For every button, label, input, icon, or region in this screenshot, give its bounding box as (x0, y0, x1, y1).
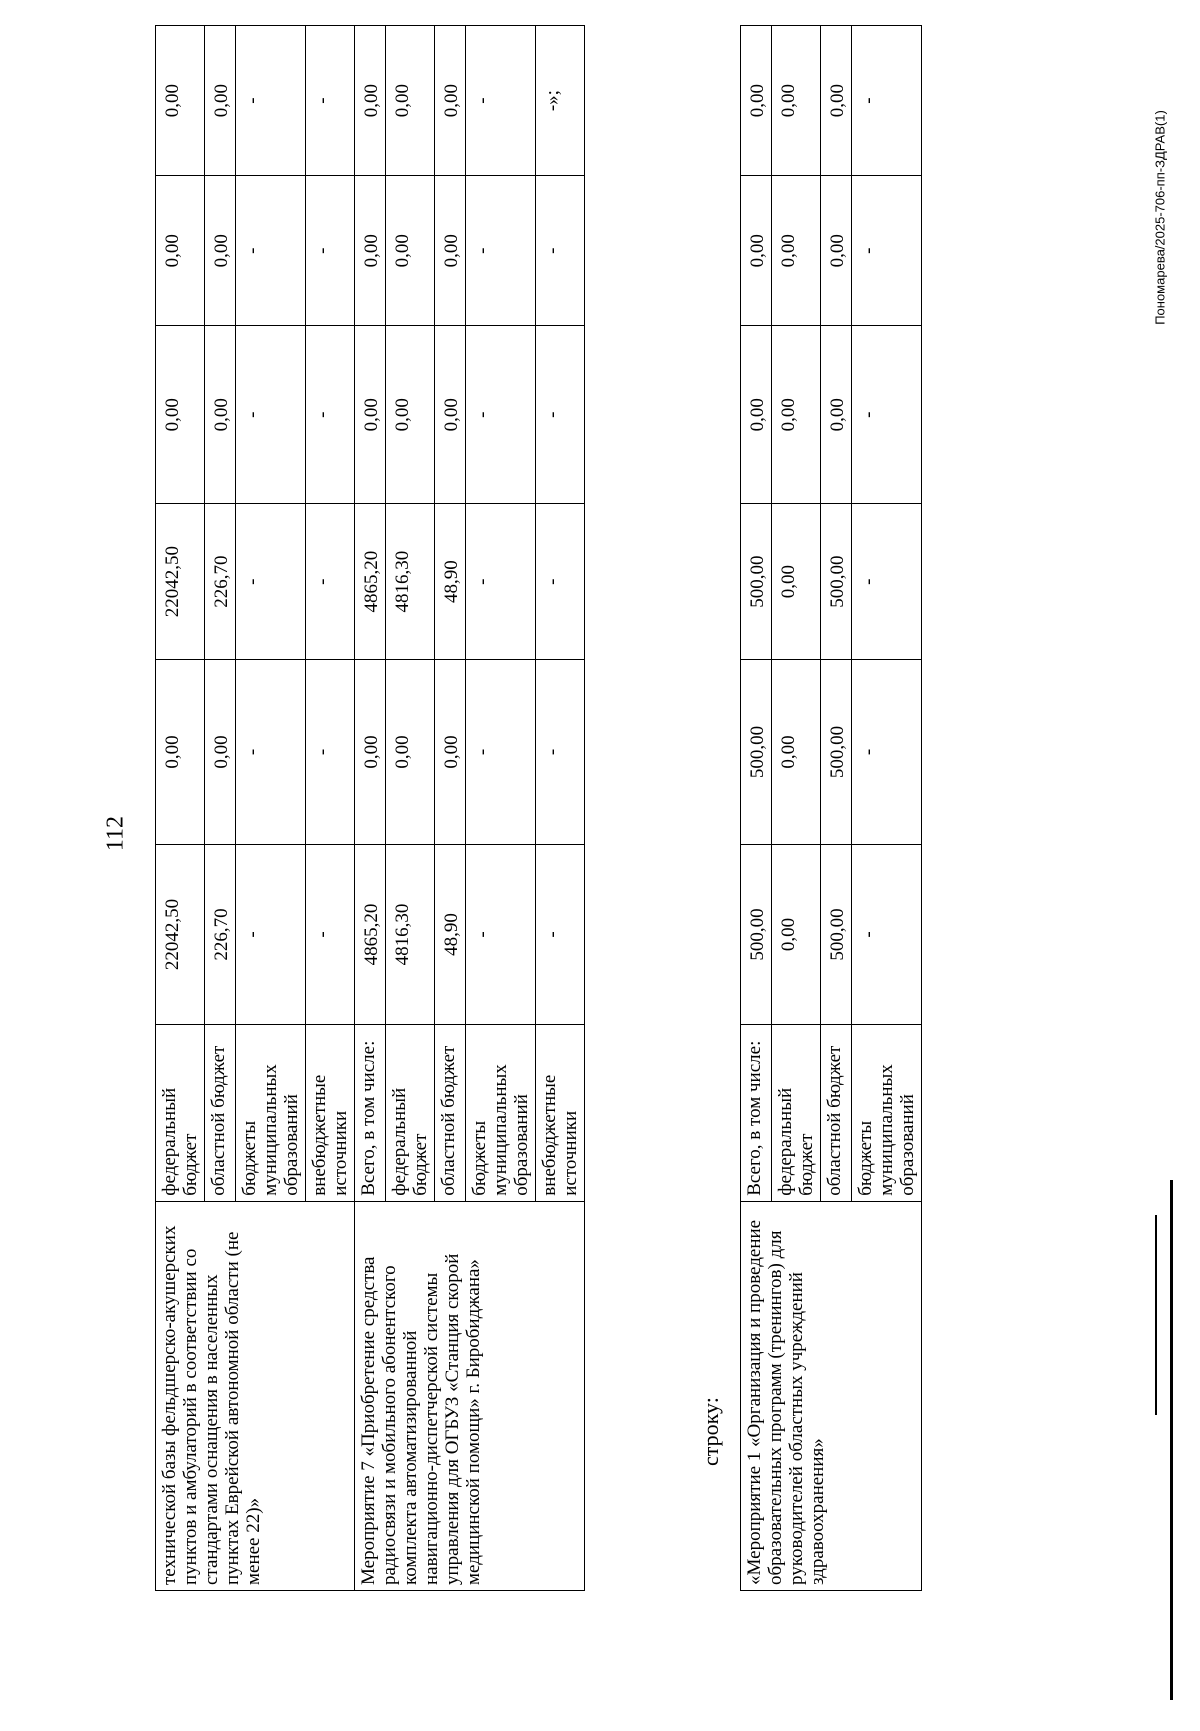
amount-cell: - (236, 176, 306, 326)
event-name-cell: Мероприятие 7 «Приобретение средства радиосвязи и мобильного абонентского комплекта автоматизированной навигационно-диспетчерской системы управления для ОГБУЗ «Станция скорой медицинской помощи» г. Биробиджана» (355, 1201, 585, 1590)
amount-cell: 500,00 (741, 844, 772, 1024)
amount-cell: 0,00 (741, 26, 772, 176)
funding-source-cell: областной бюджет (821, 1025, 852, 1202)
amount-cell: 0,00 (355, 176, 386, 326)
amount-cell: - (466, 504, 536, 660)
table-row (156, 26, 205, 1591)
amount-cell: 4816,30 (386, 504, 435, 660)
amount-cell: 0,00 (386, 176, 435, 326)
amount-cell: 0,00 (741, 326, 772, 504)
amount-cell: - (852, 176, 922, 326)
amount-cell: - (306, 326, 355, 504)
amount-cell: 500,00 (821, 844, 852, 1024)
page-number: 112 (102, 815, 129, 852)
amount-cell: 500,00 (741, 660, 772, 845)
amount-cell: - (306, 660, 355, 845)
amount-cell: 48,90 (435, 844, 466, 1024)
amount-cell: 0,00 (772, 504, 821, 660)
amount-cell: 0,00 (386, 660, 435, 845)
amount-cell: 0,00 (435, 326, 466, 504)
amount-cell: - (306, 176, 355, 326)
amount-cell: - (466, 844, 536, 1024)
amount-cell: 0,00 (772, 176, 821, 326)
amount-cell: - (306, 844, 355, 1024)
amount-cell: - (236, 660, 306, 845)
funding-source-cell: внебюджетные источники (306, 1025, 355, 1202)
amount-cell: 0,00 (205, 326, 236, 504)
amount-cell: 0,00 (821, 176, 852, 326)
amount-cell: 0,00 (156, 660, 205, 845)
footer-reference-text: Пономарева/2025-706-пп-ЗДРАВ(1) (1152, 110, 1168, 325)
amount-cell: 500,00 (741, 504, 772, 660)
amount-cell: 48,90 (435, 504, 466, 660)
amount-cell: 22042,50 (156, 504, 205, 660)
funding-source-cell: областной бюджет (435, 1025, 466, 1202)
amount-cell: 0,00 (205, 26, 236, 176)
amount-cell: - (852, 504, 922, 660)
amount-cell: 0,00 (435, 176, 466, 326)
amount-cell: - (236, 844, 306, 1024)
funding-source-cell: бюджеты муниципальных образований (852, 1025, 922, 1202)
amount-cell: 4816,30 (386, 844, 435, 1024)
amount-cell: - (236, 504, 306, 660)
amount-cell: - (536, 176, 585, 326)
amount-cell: 4865,20 (355, 504, 386, 660)
table-row (741, 26, 772, 1591)
funding-source-cell: федеральный бюджет (156, 1025, 205, 1202)
funding-source-cell: внебюджетные источники (536, 1025, 585, 1202)
funding-source-cell: федеральный бюджет (772, 1025, 821, 1202)
section-label: строку: (698, 1397, 723, 1466)
amount-cell: - (536, 504, 585, 660)
amount-cell: 0,00 (386, 26, 435, 176)
amount-cell: 0,00 (821, 326, 852, 504)
amount-cell: 0,00 (386, 326, 435, 504)
amount-cell: - (466, 176, 536, 326)
amount-cell: - (852, 660, 922, 845)
amount-cell: 0,00 (355, 660, 386, 845)
scan-artifact-line (1155, 1215, 1157, 1415)
funding-source-cell: федеральный бюджет (386, 1025, 435, 1202)
amount-cell: - (236, 26, 306, 176)
amount-cell: 500,00 (821, 504, 852, 660)
amount-cell: 4865,20 (355, 844, 386, 1024)
amount-cell: 226,70 (205, 504, 236, 660)
amount-cell: 0,00 (741, 176, 772, 326)
funding-source-cell: Всего, в том числе: (741, 1025, 772, 1202)
amount-cell: 0,00 (435, 660, 466, 845)
amount-cell: - (852, 844, 922, 1024)
amount-cell: 0,00 (205, 660, 236, 845)
amount-cell: - (466, 660, 536, 845)
amount-cell: - (236, 326, 306, 504)
funding-source-cell: бюджеты муниципальных образований (466, 1025, 536, 1202)
amount-cell: 0,00 (156, 176, 205, 326)
amount-cell: 0,00 (772, 844, 821, 1024)
amount-cell: - (306, 26, 355, 176)
amount-cell: - (852, 326, 922, 504)
amount-cell: 0,00 (355, 26, 386, 176)
funding-table-1 (155, 25, 585, 1591)
funding-source-cell: областной бюджет (205, 1025, 236, 1202)
amount-cell: 0,00 (821, 26, 852, 176)
amount-cell: - (306, 504, 355, 660)
amount-cell: - (852, 26, 922, 176)
amount-cell: -»; (536, 26, 585, 176)
funding-table-2 (740, 25, 922, 1591)
amount-cell: - (536, 660, 585, 845)
amount-cell: 500,00 (821, 660, 852, 845)
table-row (355, 26, 386, 1591)
amount-cell: 0,00 (772, 26, 821, 176)
amount-cell: 22042,50 (156, 844, 205, 1024)
funding-source-cell: бюджеты муниципальных образований (236, 1025, 306, 1202)
amount-cell: - (536, 844, 585, 1024)
amount-cell: 0,00 (355, 326, 386, 504)
amount-cell: 0,00 (156, 326, 205, 504)
amount-cell: 0,00 (772, 660, 821, 845)
amount-cell: 0,00 (156, 26, 205, 176)
amount-cell: - (466, 26, 536, 176)
amount-cell: - (466, 326, 536, 504)
event-name-cell: «Мероприятие 1 «Организация и проведение образовательных программ (тренингов) для руководителей областных учреждений здравоохранения» (741, 1201, 922, 1590)
amount-cell: 0,00 (205, 176, 236, 326)
scan-artifact-line (1170, 1180, 1173, 1700)
amount-cell: 226,70 (205, 844, 236, 1024)
amount-cell: 0,00 (435, 26, 466, 176)
amount-cell: 0,00 (772, 326, 821, 504)
funding-source-cell: Всего, в том числе: (355, 1025, 386, 1202)
amount-cell: - (536, 326, 585, 504)
event-name-cell: технической базы фельдшерско-акушерских пунктов и амбулаторий в соответствии со стандартами оснащения в населенных пунктах Еврейской автономной области (не менее 22)» (156, 1201, 355, 1590)
